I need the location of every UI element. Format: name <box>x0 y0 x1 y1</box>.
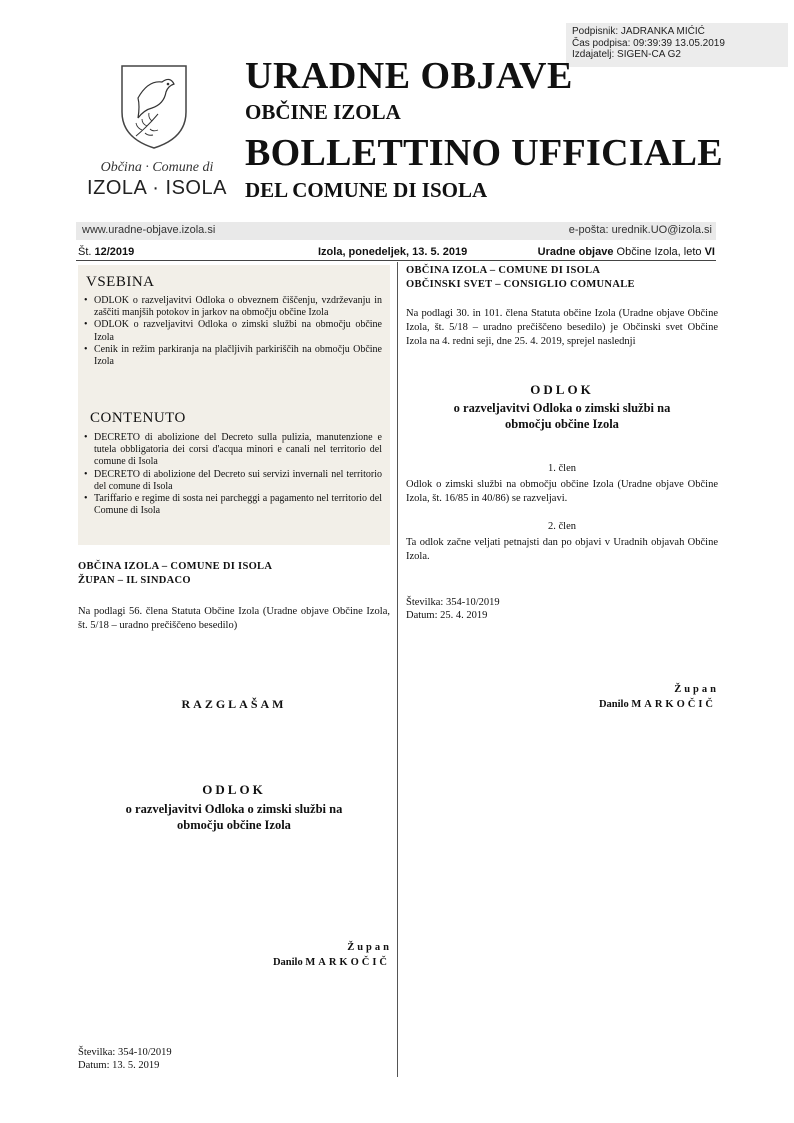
table-of-contents <box>78 265 390 545</box>
right-heading-council: OBČINSKI SVET – CONSIGLIO COMUNALE <box>406 279 635 290</box>
right-heading-municipality: OBČINA IZOLA – COMUNE DI ISOLA <box>406 265 601 276</box>
right-stevilka: Številka: 354-10/2019 <box>406 597 500 608</box>
signature-time: Čas podpisa: 09:39:39 13.05.2019 <box>572 37 725 49</box>
website-link[interactable]: www.uradne-objave.izola.si <box>82 224 216 236</box>
vsebina-title: VSEBINA <box>86 274 155 290</box>
signature-issuer: Izdajatelj: SIGEN-CA G2 <box>572 49 681 60</box>
toc-item[interactable]: • ODLOK o razveljavitvi Odloka o obveznem čiščenju, vzdrževanju in zaščiti manjših potokov in jarkov na območju občine Izola <box>82 295 382 319</box>
left-intro: Na podlagi 56. člena Statuta Občine Izola (Uradne objave Občine Izola, št. 5/18 – uradno prečiščeno besedilo) <box>78 606 390 631</box>
right-intro: Na podlagi 30. in 101. člena Statuta občine Izola (Uradne objave Občine Izola, št. 5/18 – uradno prečiščeno besedilo) je Občinski svet Občine Izola na 4. redni seji, dne 25. 4. 2019, sprejel naslednji <box>406 308 718 347</box>
left-odlok-title: ODLOK <box>202 782 266 797</box>
contenuto-title: CONTENUTO <box>90 410 186 426</box>
signature-signer: Podpisnik: JADRANKA MIĆIĆ <box>572 26 705 37</box>
issue-date: Izola, ponedeljek, 13. 5. 2019 <box>318 246 468 258</box>
subtitle-slovenian: OBČINE IZOLA <box>245 100 401 124</box>
clen-2-heading: 2. člen <box>548 521 576 532</box>
municipality-name: IZOLA · ISOLA <box>87 177 227 199</box>
header-divider <box>76 260 716 261</box>
right-odlok-title: ODLOK <box>530 382 594 397</box>
toc-item[interactable]: • ODLOK o razveljavitvi Odloka o zimski službi na območju občine Izola <box>82 319 382 343</box>
toc-item[interactable]: • DECRETO di abolizione del Decreto sulla pulizia, manutenzione e tutela obbligatoria dei corsi d'acqua minori e canali nel territorio del comune di Isola <box>82 432 382 469</box>
left-stevilka: Številka: 354-10/2019 <box>78 1047 172 1058</box>
title-slovenian: URADNE OBJAVE <box>245 55 573 97</box>
subtitle-italian: DEL COMUNE DI ISOLA <box>245 178 488 202</box>
left-datum: Datum: 13. 5. 2019 <box>78 1060 160 1071</box>
issue-number: Št. 12/2019 <box>78 246 135 258</box>
toc-item[interactable]: • DECRETO di abolizione del Decreto sui servizi invernali nel territorio del comune di Isola <box>82 469 382 493</box>
razglasam-heading: RAZGLAŠAM <box>181 697 287 711</box>
email-link[interactable]: e-pošta: urednik.UO@izola.si <box>568 224 712 236</box>
contact-bar <box>76 222 716 240</box>
right-mayor-name: Danilo MARKOČIČ <box>598 699 716 710</box>
right-zupan-label: Župan <box>674 684 719 695</box>
title-italian: BOLLETTINO UFFICIALE <box>245 132 723 174</box>
left-zupan-label: Župan <box>347 942 392 953</box>
clen-1-heading: 1. člen <box>548 463 576 474</box>
clen-2-text: Ta odlok začne veljati petnajsti dan po objavi v Uradnih objavah Občine Izola. <box>406 537 718 562</box>
digital-signature-box <box>566 23 788 67</box>
left-heading-mayor: ŽUPAN – IL SINDACO <box>78 575 191 586</box>
vsebina-list <box>82 295 382 368</box>
left-heading-municipality: OBČINA IZOLA – COMUNE DI ISOLA <box>78 561 273 572</box>
coat-of-arms-icon <box>118 60 190 150</box>
column-divider <box>397 262 398 1077</box>
publication-year: Uradne objave Občine Izola, leto VI <box>537 246 715 258</box>
contenuto-list <box>82 432 382 517</box>
left-odlok-subtitle: o razveljavitvi Odloka o zimski službi na območju občine Izola <box>125 802 343 832</box>
right-datum: Datum: 25. 4. 2019 <box>406 610 488 621</box>
right-odlok-subtitle: o razveljavitvi Odloka o zimski službi na območju občine Izola <box>453 401 671 431</box>
left-mayor-name: Danilo MARKOČIČ <box>272 957 390 968</box>
clen-1-text: Odlok o zimski službi na območju občine Izola (Uradne objave Občine Izola, št. 16/85 in 40/86) se razveljavi. <box>406 479 718 504</box>
toc-item[interactable]: • Tariffario e regime di sosta nei parcheggi a pagamento nel territorio del Comune di Isola <box>82 493 382 517</box>
toc-item[interactable]: • Cenik in režim parkiranja na plačljivih parkiriščih na območju Občine Izola <box>82 344 382 368</box>
municipality-subtitle: Občina · Comune di <box>100 160 214 175</box>
